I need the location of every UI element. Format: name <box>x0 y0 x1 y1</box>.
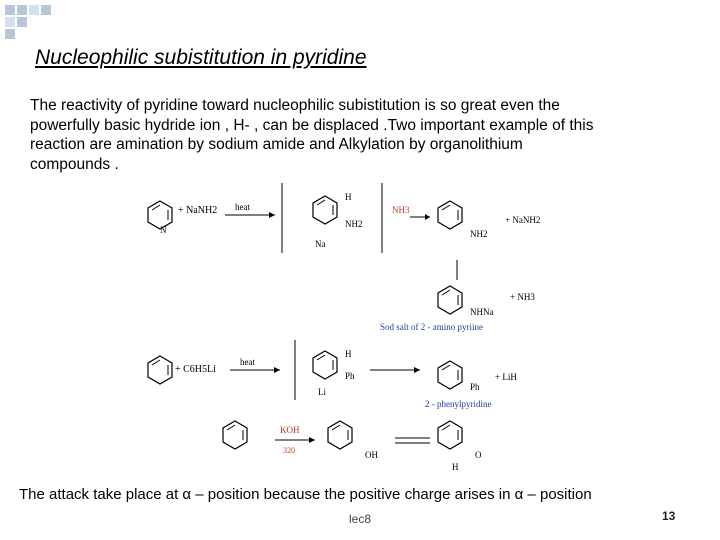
decorative-squares <box>0 0 60 45</box>
n-atom-label: N <box>160 225 167 235</box>
hydrogen-label-2: H <box>345 349 352 359</box>
sodium-salt-intermediate <box>380 260 535 332</box>
heat-label: heat <box>235 202 250 212</box>
product-amino-label: NH2 <box>470 229 488 239</box>
alkylation-reaction <box>148 340 517 409</box>
product-phenyl-label: Ph <box>470 382 480 392</box>
page-number: 13 <box>662 509 676 523</box>
amination-reaction <box>148 183 540 253</box>
footer-lecture-label: lec8 <box>349 512 372 526</box>
slide-title: Nucleophilic subistitution in pyridine <box>35 46 367 69</box>
ammonia-reagent: NH3 <box>392 205 410 215</box>
koh-temperature: 320 <box>283 446 295 455</box>
koh-label: KOH <box>280 425 300 435</box>
reagent-phenyllithium: + C6H5Li <box>175 364 216 375</box>
lithium-label: Li <box>318 387 326 397</box>
lithium-hydride-label: + LiH <box>495 372 517 382</box>
slide-body-text: The reactivity of pyridine toward nucleophilic subistitution is so great even the powerfully basic hydride ion , H- , can be displaced .Two important example of this reaction are amination by sodium amide and Alkylation by organolithium compounds . <box>30 97 594 173</box>
ammonia-byproduct: + NH3 <box>510 292 535 302</box>
conclusion-text: The attack take place at α – position because the positive charge arises in α – position <box>19 486 592 503</box>
amino-label: NH2 <box>345 219 363 229</box>
pyridone-hydrogen-label: H <box>452 462 459 472</box>
phenyl-label: Ph <box>345 371 355 381</box>
pyridone-oxygen-label: O <box>475 450 482 460</box>
reagent-sodium-amide: + NaNH2 <box>178 205 218 216</box>
hydrogen-label: H <box>345 192 352 202</box>
heat-label-2: heat <box>240 357 255 367</box>
phenylpyridine-caption: 2 - phenylpyridine <box>425 399 492 409</box>
nhna-label: NHNa <box>470 307 494 317</box>
hydroxylation-reaction <box>223 421 482 472</box>
sodium-salt-caption: Sod salt of 2 - amino pyriine <box>380 322 483 332</box>
hydroxy-label: OH <box>365 450 378 460</box>
sodium-label: Na <box>315 239 326 249</box>
reaction-scheme <box>130 175 560 475</box>
product-sodium-amide: + NaNH2 <box>505 215 541 225</box>
